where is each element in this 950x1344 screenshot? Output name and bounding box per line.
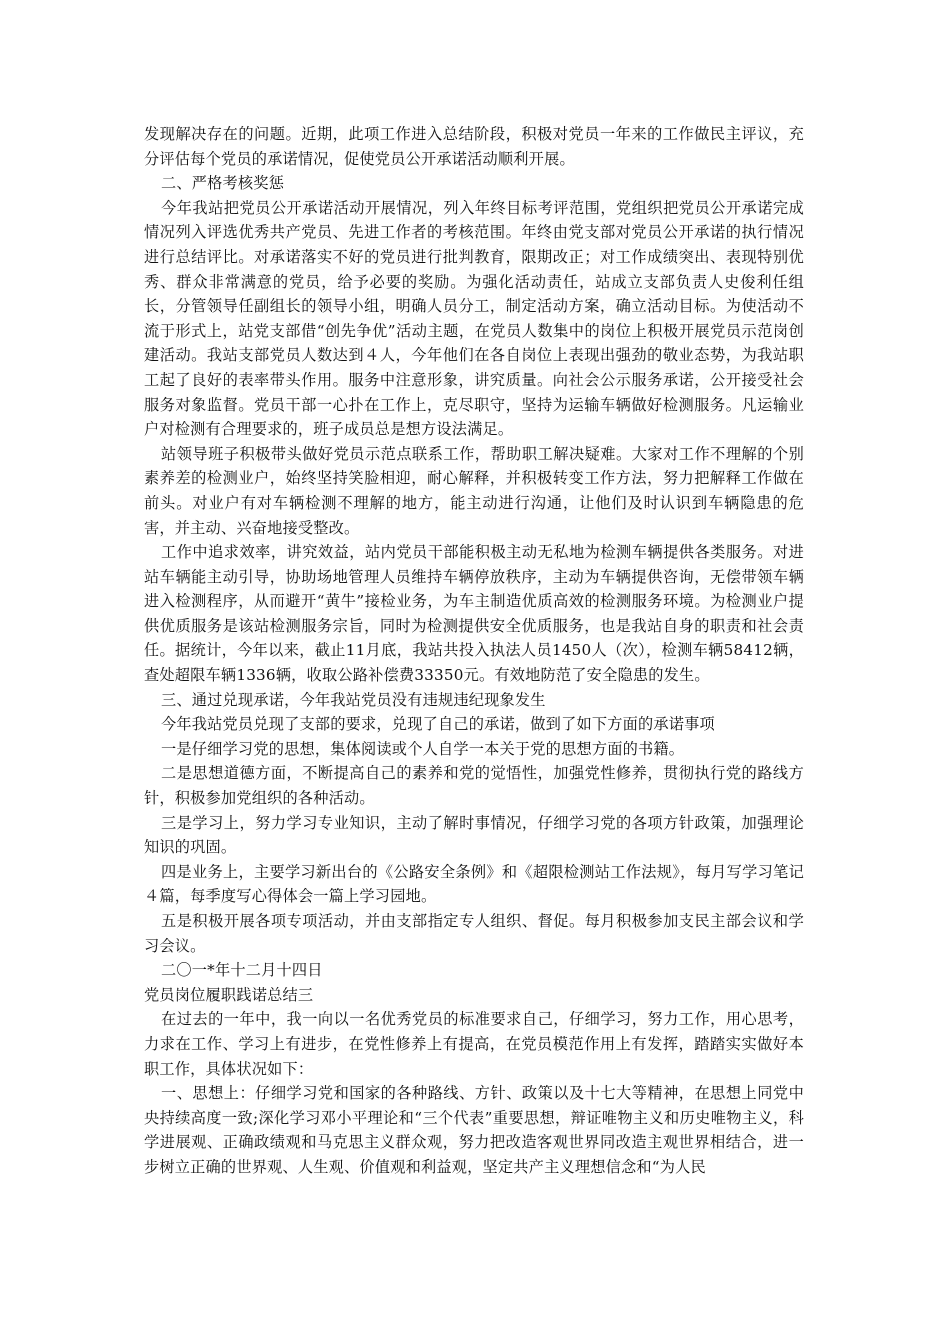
document-page [144,122,804,1180]
list-item: 一是仔细学习党的思想，集体阅读或个人自学一本关于党的思想方面的书籍。 [161,739,685,758]
list-item: 二是思想道德方面，不断提高自己的素养和党的觉悟性，加强党性修养，贯彻执行党的路线方针，积极参加党组织的各种活动。 [144,764,804,808]
paragraph: 一、思想上：仔细学习党和国家的各种路线、方针、政策以及十七大等精神，在思想上同党中央持续高度一致;深化学习邓小平理论和“三个代表”重要思想，辩证唯物主义和历史唯物主义，科学进展观、正确政绩观和马克思主义群众观，努力把改造客观世界同改造主观世界相结合，进一步树立正确的世界观、人生观、价值观和利益观，坚定共产主义理想信念和“为人民 [144,1084,804,1176]
section-heading: 二、严格考核奖惩 [161,174,285,193]
paragraph: 工作中追求效率，讲究效益，站内党员干部能积极主动无私地为检测车辆提供各类服务。对进站车辆能主动引导，协助场地管理人员维持车辆停放秩序，主动为车辆提供咨询，无偿带领车辆进入检测程序，从而避开“黄牛”接检业务，为车主制造优质高效的检测服务环境。为检测业户提供优质服务是该站检测服务宗旨，同时为检测提供安全优质服务，也是我站自身的职责和社会责任。据统计，今年以来，截止11月底，我站共投入执法人员1450人（次），检测车辆58412辆，查处超限车辆1336辆，收取公路补偿费33350元。有效地防范了安全隐患的发生。 [144,543,804,685]
paragraph: 在过去的一年中，我一向以一名优秀党员的标准要求自己，仔细学习，努力工作，用心思考，力求在工作、学习上有进步，在党性修养上有提高，在党员模范作用上有发挥，踏踏实实做好本职工作，具体状况如下： [144,1010,804,1078]
paragraph: 站领导班子积极带头做好党员示范点联系工作，帮助职工解决疑难。大家对工作不理解的个别素养差的检测业户，始终坚持笑脸相迎，耐心解释，并积极转变工作方法，努力把解释工作做在前头。对业户有对车辆检测不理解的地方，能主动进行沟通，让他们及时认识到车辆隐患的危害，并主动、兴奋地接受整改。 [144,444,804,537]
date-line: 二〇一*年十二月十四日 [161,961,323,980]
list-item: 四是业务上，主要学习新出台的《公路安全条例》和《超限检测站工作法规》，每月写学习笔记４篇，每季度写心得体会一篇上学习园地。 [144,862,804,906]
list-item: 三是学习上，努力学习专业知识，主动了解时事情况，仔细学习党的各项方针政策，加强理论知识的巩固。 [144,813,804,857]
paragraph: 今年我站党员兑现了支部的要求，兑现了自己的承诺，做到了如下方面的承诺事项 [161,715,715,734]
paragraph: 发现解决存在的问题。近期，此项工作进入总结阶段，积极对党员一年来的工作做民主评议，充分评估每个党员的承诺情况，促使党员公开承诺活动顺利开展。 [144,125,804,168]
list-item: 五是积极开展各项专项活动，并由支部指定专人组织、督促。每月积极参加支民主部会议和学习会议。 [144,912,804,955]
paragraph: 今年我站把党员公开承诺活动开展情况，列入年终目标考评范围，党组织把党员公开承诺完成情况列入评选优秀共产党员、先进工作者的考核范围。年终由党支部对党员公开承诺的执行情况进行总结评比。对承诺落实不好的党员进行批判教育，限期改正；对工作成绩突出、表现特别优秀、群众非常满意的党员，给予必要的奖励。为强化活动责任，站成立支部负责人史俊利任组长，分管领导任副组长的领导小组，明确人员分工，制定活动方案，确立活动目标。为使活动不流于形式上，站党支部借“创先争优”活动主题，在党员人数集中的岗位上积极开展党员示范岗创建活动。我站支部党员人数达到４人，今年他们在各自岗位上表现出强劲的敬业态势，为我站职工起了良好的表率带头作用。服务中注意形象，讲究质量。向社会公示服务承诺，公开接受社会服务对象监督。党员干部一心扑在工作上，克尽职守，坚持为运输车辆做好检测服务。凡运输业户对检测有合理要求的，班子成员总是想方设法满足。 [144,198,804,439]
document-title: 党员岗位履职践诺总结三 [144,985,314,1004]
section-heading: 三、通过兑现承诺，今年我站党员没有违规违纪现象发生 [161,690,546,709]
